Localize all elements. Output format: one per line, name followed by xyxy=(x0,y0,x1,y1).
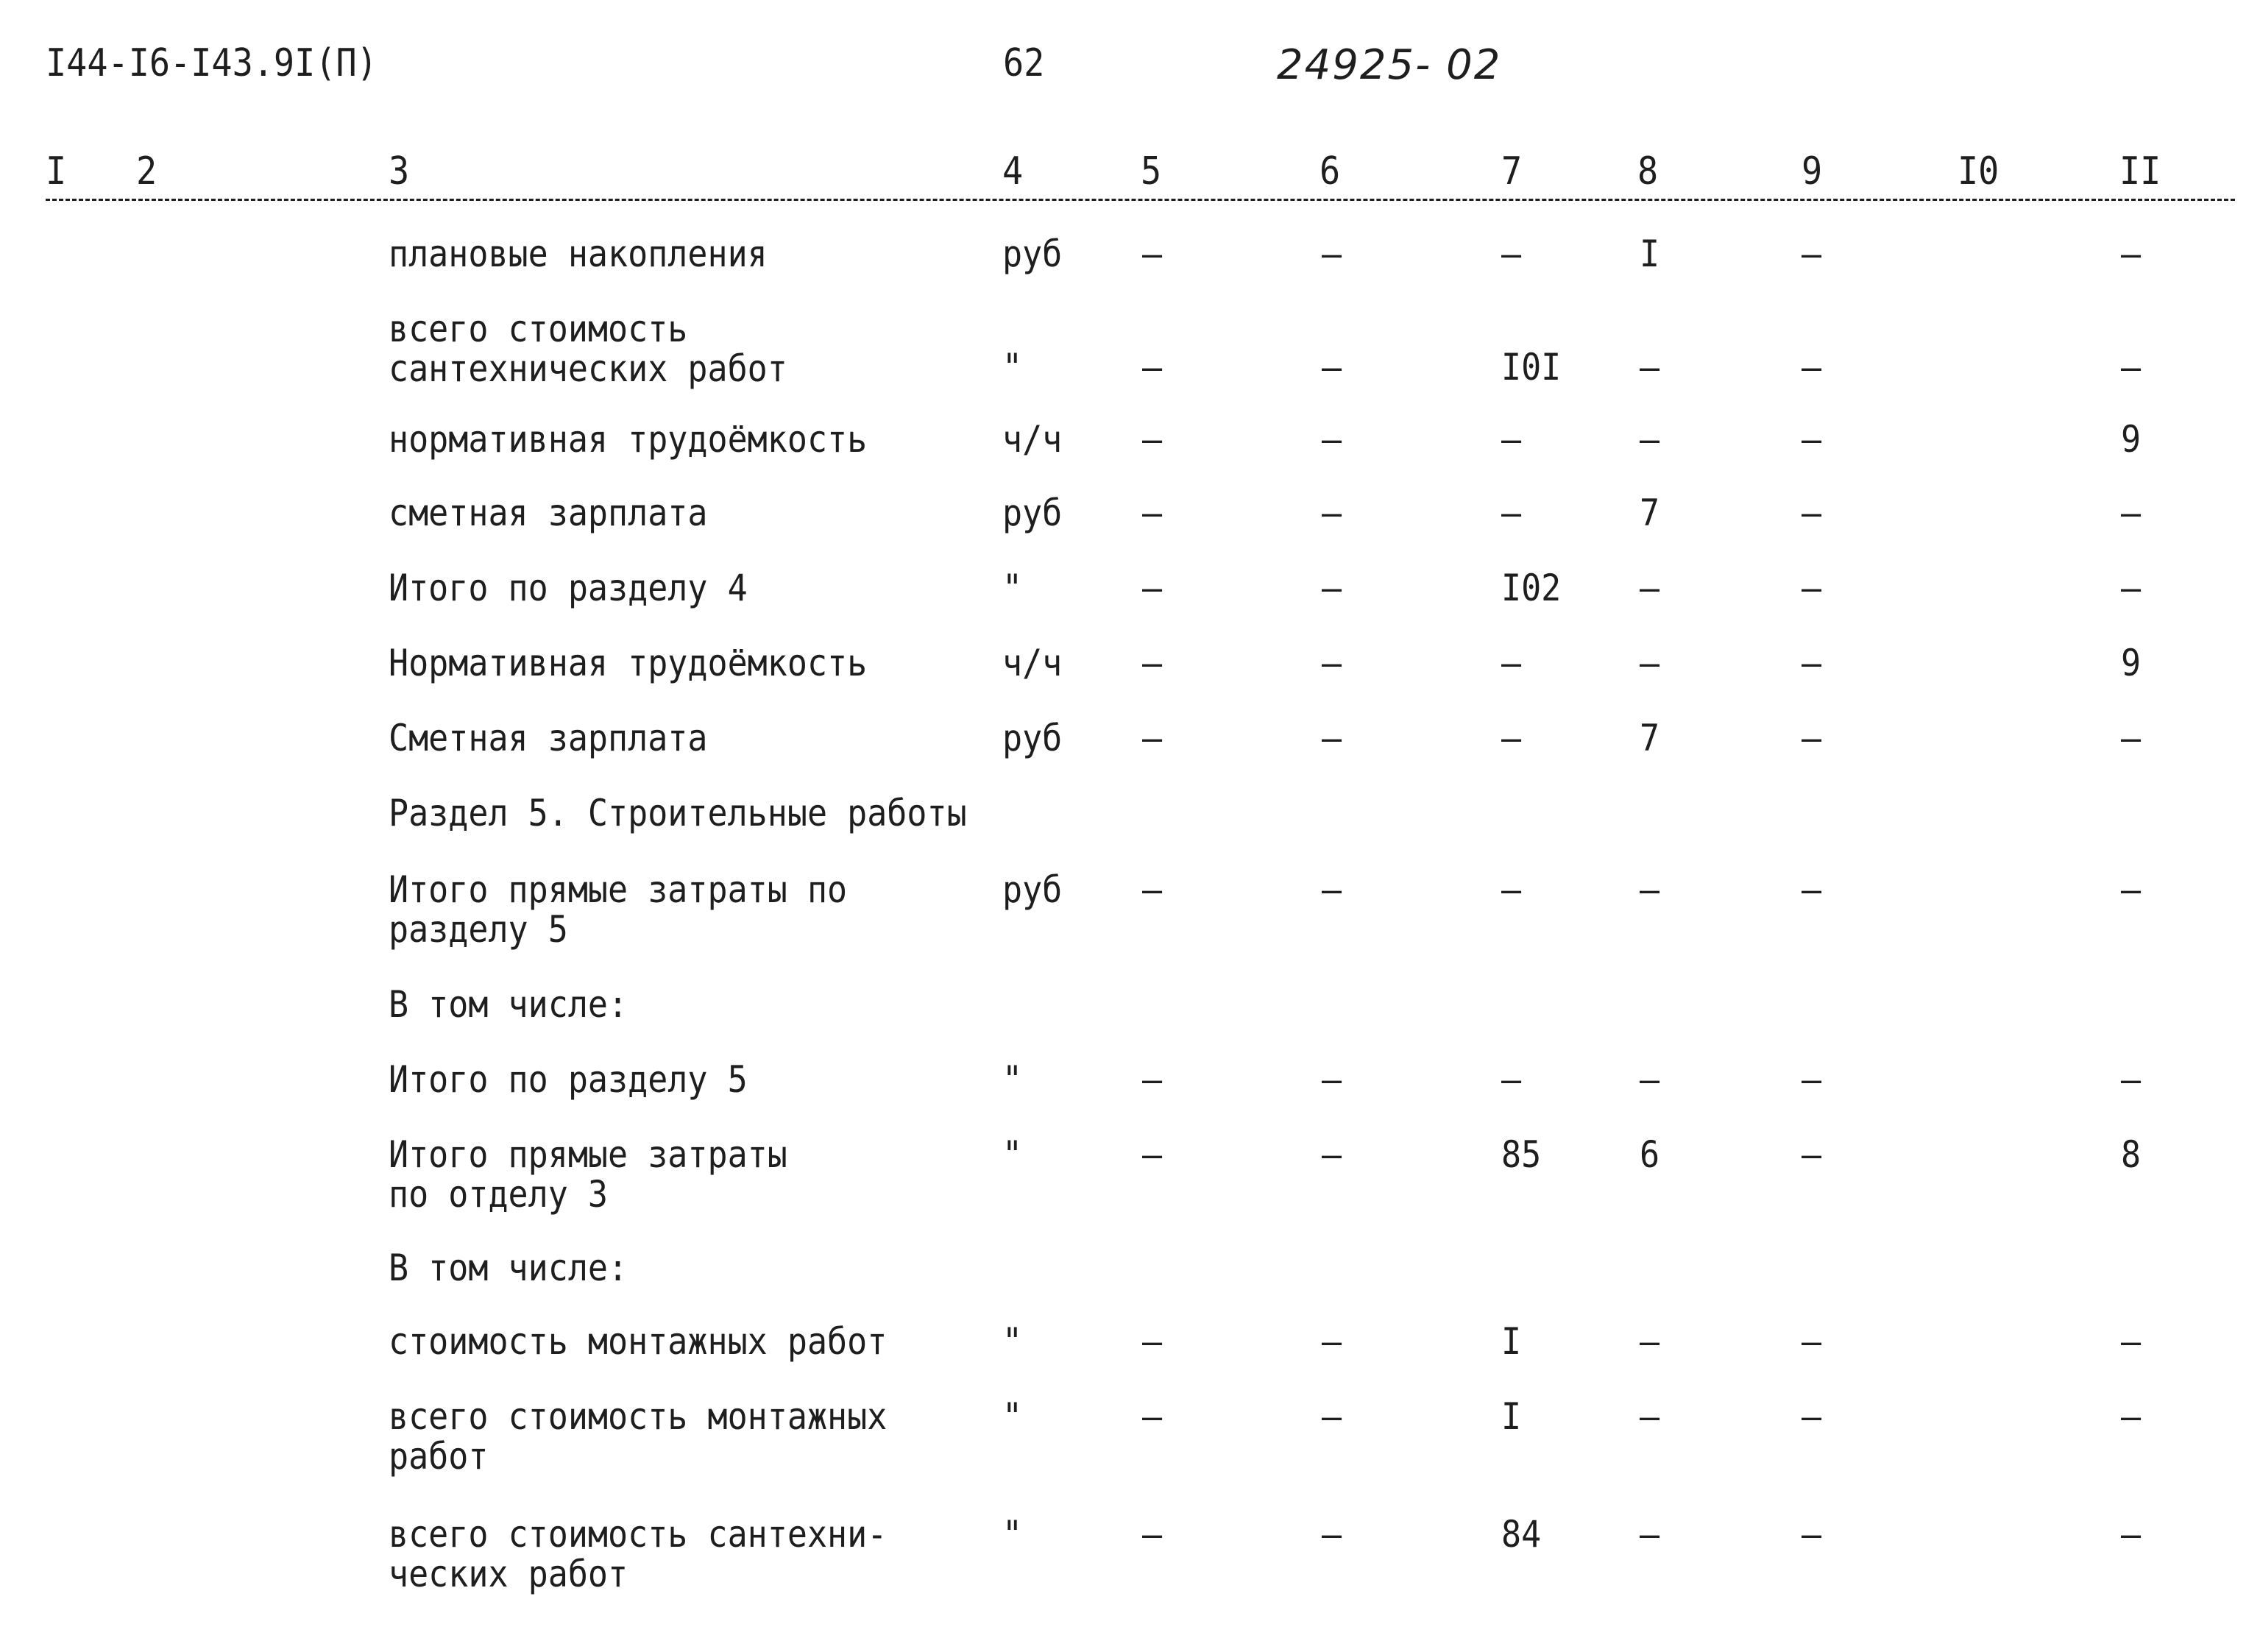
row-unit: руб xyxy=(1002,233,1063,275)
cell-col-11: – xyxy=(2121,868,2142,911)
cell-col-11: – xyxy=(2121,1058,2142,1101)
cell-col-5: – xyxy=(1142,418,1163,461)
cell-col-5: – xyxy=(1142,868,1163,911)
row-unit: руб xyxy=(1002,492,1063,534)
cell-col-9: – xyxy=(1802,1320,1822,1363)
cell-col-5: – xyxy=(1142,1395,1163,1438)
cell-col-6: – xyxy=(1322,492,1342,534)
cell-col-8: – xyxy=(1640,346,1660,389)
cell-col-6: – xyxy=(1322,1058,1342,1101)
cell-col-7: I02 xyxy=(1501,567,1562,609)
row-label: нормативная трудоёмкость xyxy=(389,418,868,461)
row-unit: " xyxy=(1002,567,1023,609)
cell-col-7: – xyxy=(1501,492,1522,534)
cell-col-9: – xyxy=(1802,233,1822,275)
cell-col-7: – xyxy=(1501,233,1522,275)
cell-col-7: – xyxy=(1501,418,1522,461)
row-label: Итого прямые затраты по разделу 5 xyxy=(389,868,848,951)
cell-col-6: – xyxy=(1322,868,1342,911)
cell-col-6: – xyxy=(1322,642,1342,684)
cell-col-9: – xyxy=(1802,1513,1822,1556)
cell-col-5: – xyxy=(1142,346,1163,389)
row-label: В том числе: xyxy=(389,983,628,1026)
column-header-1: I xyxy=(46,149,67,194)
cell-col-8: – xyxy=(1640,868,1660,911)
cell-col-7: 85 xyxy=(1501,1133,1542,1176)
row-unit: " xyxy=(1002,1513,1023,1556)
row-label: В том числе: xyxy=(389,1247,628,1289)
row-unit: ч/ч xyxy=(1002,418,1063,461)
cell-col-11: – xyxy=(2121,233,2142,275)
cell-col-9: – xyxy=(1802,1133,1822,1176)
cell-col-8: – xyxy=(1640,642,1660,684)
row-unit: руб xyxy=(1002,868,1063,911)
cell-col-7: – xyxy=(1501,868,1522,911)
cell-col-8: 7 xyxy=(1640,717,1660,759)
cell-col-9: – xyxy=(1802,868,1822,911)
cell-col-9: – xyxy=(1802,492,1822,534)
cell-col-7: 84 xyxy=(1501,1513,1542,1556)
cell-col-6: – xyxy=(1322,567,1342,609)
cell-col-9: – xyxy=(1802,346,1822,389)
cell-col-7: – xyxy=(1501,1058,1522,1101)
column-header-3: 3 xyxy=(389,149,410,194)
row-label: Раздел 5. Строительные работы xyxy=(389,792,967,834)
cell-col-5: – xyxy=(1142,233,1163,275)
row-label: всего стоимость сантехни- ческих работ xyxy=(389,1513,888,1595)
cell-col-9: – xyxy=(1802,418,1822,461)
cell-col-8: – xyxy=(1640,1513,1660,1556)
column-header-6: 6 xyxy=(1319,149,1341,194)
cell-col-9: – xyxy=(1802,1395,1822,1438)
cell-col-11: – xyxy=(2121,492,2142,534)
page-number: 62 xyxy=(1003,41,1045,85)
cell-col-7: – xyxy=(1501,642,1522,684)
handwritten-inventory-number: 24925- 02 xyxy=(1277,41,1502,89)
document-code: I44-I6-I43.9I(П) xyxy=(46,41,378,85)
cell-col-5: – xyxy=(1142,492,1163,534)
cell-col-6: – xyxy=(1322,1320,1342,1363)
cell-col-6: – xyxy=(1322,418,1342,461)
cell-col-5: – xyxy=(1142,1513,1163,1556)
cell-col-5: – xyxy=(1142,1133,1163,1176)
cell-col-9: – xyxy=(1802,1058,1822,1101)
column-header-5: 5 xyxy=(1141,149,1162,194)
cell-col-11: – xyxy=(2121,1395,2142,1438)
row-unit: " xyxy=(1002,346,1023,389)
row-unit: ч/ч xyxy=(1002,642,1063,684)
column-header-10: I0 xyxy=(1958,149,1999,194)
column-header-4: 4 xyxy=(1002,149,1024,194)
cell-col-8: I xyxy=(1640,233,1660,275)
column-header-7: 7 xyxy=(1501,149,1523,194)
column-header-8: 8 xyxy=(1637,149,1659,194)
row-unit: руб xyxy=(1002,717,1063,759)
cell-col-11: – xyxy=(2121,346,2142,389)
cell-col-6: – xyxy=(1322,1513,1342,1556)
row-label: Итого по разделу 4 xyxy=(389,567,748,609)
cell-col-5: – xyxy=(1142,717,1163,759)
cell-col-11: 9 xyxy=(2121,418,2142,461)
cell-col-11: – xyxy=(2121,1320,2142,1363)
row-unit: " xyxy=(1002,1320,1023,1363)
cell-col-6: – xyxy=(1322,1133,1342,1176)
cell-col-9: – xyxy=(1802,642,1822,684)
column-header-9: 9 xyxy=(1802,149,1823,194)
row-label: стоимость монтажных работ xyxy=(389,1320,888,1363)
cell-col-6: – xyxy=(1322,717,1342,759)
cell-col-7: I xyxy=(1501,1395,1522,1438)
cell-col-6: – xyxy=(1322,233,1342,275)
row-label: плановые накопления xyxy=(389,233,768,275)
cell-col-5: – xyxy=(1142,642,1163,684)
cell-col-11: 9 xyxy=(2121,642,2142,684)
cell-col-5: – xyxy=(1142,1058,1163,1101)
cell-col-7: – xyxy=(1501,717,1522,759)
cell-col-6: – xyxy=(1322,346,1342,389)
header-divider xyxy=(46,199,2235,201)
cell-col-8: – xyxy=(1640,1058,1660,1101)
row-unit: " xyxy=(1002,1395,1023,1438)
row-unit: " xyxy=(1002,1133,1023,1176)
row-label: всего стоимость сантехнических работ xyxy=(389,308,787,390)
cell-col-8: – xyxy=(1640,1320,1660,1363)
cell-col-9: – xyxy=(1802,717,1822,759)
cell-col-7: I0I xyxy=(1501,346,1562,389)
cell-col-8: – xyxy=(1640,567,1660,609)
row-label: Нормативная трудоёмкость xyxy=(389,642,868,684)
cell-col-11: – xyxy=(2121,1513,2142,1556)
cell-col-11: – xyxy=(2121,717,2142,759)
column-header-2: 2 xyxy=(136,149,157,194)
cell-col-6: – xyxy=(1322,1395,1342,1438)
cell-col-5: – xyxy=(1142,567,1163,609)
cell-col-8: 6 xyxy=(1640,1133,1660,1176)
cell-col-11: – xyxy=(2121,567,2142,609)
cell-col-8: 7 xyxy=(1640,492,1660,534)
cell-col-9: – xyxy=(1802,567,1822,609)
cell-col-8: – xyxy=(1640,418,1660,461)
row-unit: " xyxy=(1002,1058,1023,1101)
cell-col-7: I xyxy=(1501,1320,1522,1363)
row-label: всего стоимость монтажных работ xyxy=(389,1395,888,1478)
cell-col-8: – xyxy=(1640,1395,1660,1438)
row-label: Итого по разделу 5 xyxy=(389,1058,748,1101)
cell-col-5: – xyxy=(1142,1320,1163,1363)
column-header-11: II xyxy=(2119,149,2161,194)
row-label: Сметная зарплата xyxy=(389,717,708,759)
cell-col-11: 8 xyxy=(2121,1133,2142,1176)
row-label: сметная зарплата xyxy=(389,492,708,534)
row-label: Итого прямые затраты по отделу 3 xyxy=(389,1133,787,1216)
